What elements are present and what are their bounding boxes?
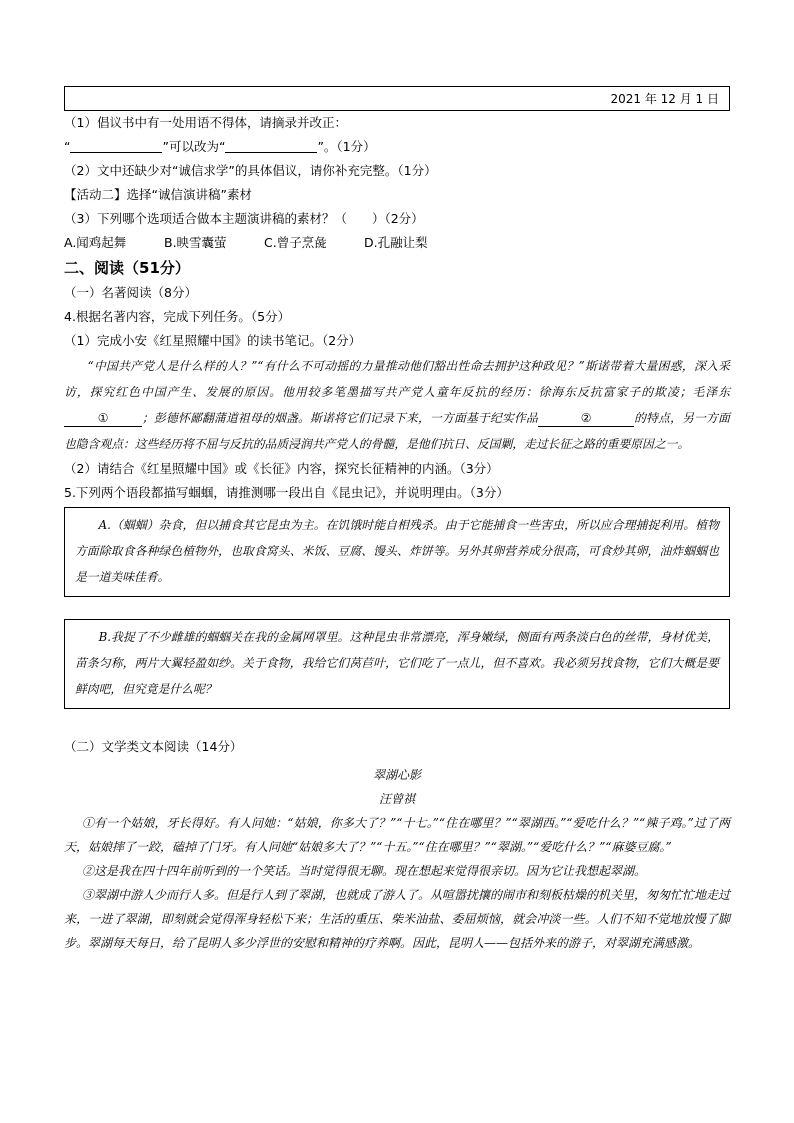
reading-note-passage: “中国共产党人是什么样的人？”“有什么不可动摇的力量推动他们豁出性命去拥护这种政见？”斯诺带着大量困惑，深入采访，探究红色中国产生、发展的原因。他用较多笔墨描写共产党人童年反抗的经历：徐海东反抗富家子的欺凌；毛泽东① ；彭德怀鄙翻蒲道祖母的烟盏。斯诺将它们记录下来，一方面基于纪实作品 ② 的特点，另一方面也隐含观点：这些经历将不屈与反抗的品质浸润共产党人的骨髓，是他们抗日、反国剿，走过长征之路的重要原因之一。 <box>64 359 730 451</box>
passage-box-b <box>64 619 730 709</box>
option-a: A.闻鸡起舞 <box>64 235 127 250</box>
question-4-1: （1）完成小安《红星照耀中国》的读书笔记。（2分） <box>64 333 362 348</box>
question-1: （1）倡议书中有一处用语不得体，请摘录并改正： <box>64 115 347 130</box>
subsection-2-heading: （二）文学类文本阅读（14分） <box>64 739 243 754</box>
section-2-heading: 二、阅读（51分） <box>64 259 190 277</box>
question-4-2: （2）请结合《红星照耀中国》或《长征》内容，探究长征精神的内涵。（3分） <box>64 461 499 476</box>
passage-a-text: A.（蝈蝈）杂食，但以捕食其它昆虫为主。在饥饿时能自相残杀。由于它能捕食一些害虫，所以应合理捕捉利用。植物方面除取食各种绿色植物外，也取食窝头、米饭、豆腐、馒头、炸饼等。另外其卵营养成分很高，可食炒其卵，油炸蝈蝈也是一道美味佳肴。 <box>75 518 719 584</box>
question-3: （3）下列哪个选项适合做本主题演讲稿的素材？（ ）（2分） <box>64 211 424 226</box>
answer-blank-original[interactable] <box>70 138 162 153</box>
subsection-1-heading: （一）名著阅读（8分） <box>64 285 197 300</box>
essay-title: 翠湖心影 <box>372 768 421 782</box>
option-d: D.孔融让梨 <box>364 235 428 250</box>
option-c: C.曾子烹彘 <box>264 235 327 250</box>
question-1-fill: “ ”可以改为“ ”。（1分） <box>64 139 376 154</box>
passage-box-a <box>64 507 730 597</box>
question-2: （2）文中还缺少对“诚信求学”的具体倡议，请你补充完整。（1分） <box>64 163 437 178</box>
letter-date-box <box>64 86 730 111</box>
essay-paragraph-2: ②这是我在四十四年前听到的一个笑话。当时觉得很无聊。现在想起来觉得很亲切。因为它让我想起翠湖。 <box>82 864 647 878</box>
question-5: 5.下列两个语段都描写蝈蝈，请推测哪一段出自《昆虫记》，并说明理由。（3分） <box>64 485 509 500</box>
note-blank-1[interactable]: ① <box>64 410 142 427</box>
essay-paragraph-3: ③翠湖中游人少而行人多。但是行人到了翠湖，也就成了游人了。从喧嚣扰攘的闹市和刻板枯燥的机关里，匆匆忙忙地走过来，一进了翠湖，即刻就会觉得浑身轻松下来；生活的重压、柴米油盐、委屈烦恼，就会冲淡一些。人们不知不觉地放慢了脚步。翠湖每天每日，给了昆明人多少浮世的安慰和精神的疗养啊。因此，昆明人——包括外来的游子，对翠湖充满感激。 <box>64 888 731 950</box>
answer-blank-revised[interactable] <box>225 138 317 153</box>
passage-b-text: B.我捉了不少雌雄的蝈蝈关在我的金属网罩里。这种昆虫非常漂亮，浑身嫩绿，侧面有两条淡白色的丝带，身材优美，苗条匀称，两片大翼轻盈如纱。关于食物，我给它们莴苣叶，它们吃了一点儿，但不喜欢。我必须另找食物，它们大概是要鲜肉吧，但究竟是什么呢？ <box>75 630 719 696</box>
essay-author: 汪曾祺 <box>378 792 415 806</box>
letter-date: 2021 年 12 月 1 日 <box>610 92 719 106</box>
essay-paragraph-1: ①有一个姑娘，牙长得好。有人问她：“姑娘，你多大了？”“十七。”“住在哪里？”“翠湖西。”“爱吃什么？”“辣子鸡。”过了两天，姑娘摔了一跤，磕掉了门牙。有人问她“姑娘多大了？”“十五。”“住在哪里？”“翠湖。”“爱吃什么？”“麻婆豆腐。” <box>64 816 730 854</box>
option-b: B.映雪囊萤 <box>164 235 227 250</box>
question-4: 4.根据名著内容，完成下列任务。（5分） <box>64 309 291 324</box>
question-3-options <box>64 231 730 255</box>
exam-page <box>64 86 730 955</box>
note-blank-2[interactable]: ② <box>538 410 634 427</box>
activity-2-heading: 【活动二】选择“诚信演讲稿”素材 <box>64 187 252 202</box>
